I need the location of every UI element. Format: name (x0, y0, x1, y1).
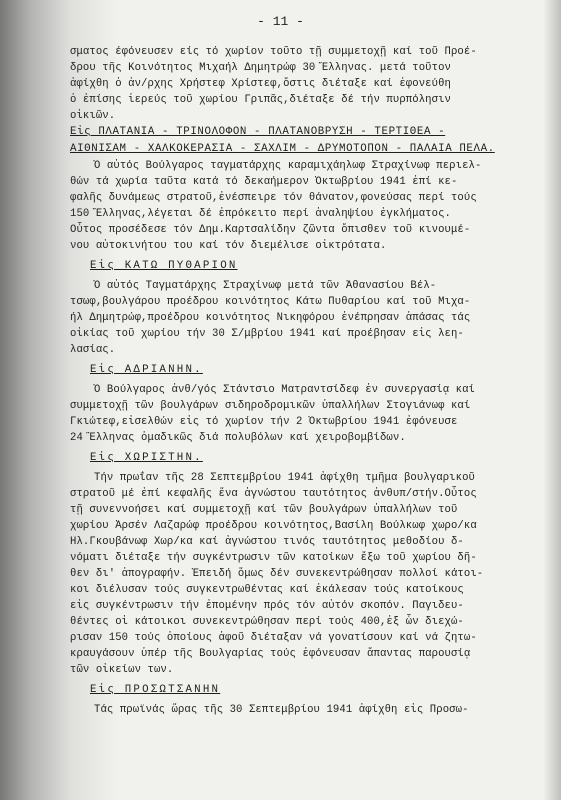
section-heading: ΑΙΘΝΙΣΑΜ - ΧΑΛΚΟΚΕΡΑΣΙΑ - ΣΑΧΛΙΜ - ΔΡΥΜΟΤΟΠΟΝ - ΠΑΛΑΙΑ ΠΕΛΑ. (70, 143, 495, 155)
text-line: φαλῆς δυνάμεως στρατοῦ,ἐνέσπειρε τόν θάνατον,φονεύσας περί τούς (70, 192, 477, 204)
section-choristi (70, 450, 540, 678)
text-line: Ὁ Βούλγαρος ἀνθ/γός Στάντσιο Ματραντσίδεφ ἐν συνεργασίᾳ καί (94, 384, 475, 396)
text-line: Ὁ αὐτός Βούλγαρος ταγματάρχης καραμιχάηλωφ Στραχίνωφ περιελ- (94, 160, 482, 172)
text-line: τσωφ,βουλγάρου προέδρου κοινότητος Κάτω Πυθαρίου καί τοῦ Μιχα- (70, 296, 471, 308)
section-platania (70, 124, 540, 254)
section-adriani (70, 362, 540, 446)
text-line: Τήν πρωΐαν τῆς 28 Σεπτεμβρίου 1941 ἀφίχθη τμῆμα βουλγαρικοῦ (94, 472, 475, 484)
text-line: Ἠλ.Γκουβάνωφ Χωρ/κα καί ἀγνώστου τινός ταυτότητος μεθοδίου δ- (70, 536, 464, 548)
text-line: δρου τῆς Κοινότητος Μιχαήλ Δημητρώφ 30 Ἕλληνας. μετά τοῦτον (70, 62, 451, 74)
section-heading: Εἰς ΑΔΡΙΑΝΗΝ. (90, 364, 203, 376)
page-number: - 11 - (257, 14, 304, 29)
text-line: εἰς συγκέντρωσιν τήν ἐπομένην πρός τόν αὐτόν σκοπόν. Παγιδευ- (70, 600, 464, 612)
text-line: ἀφίχθη ὁ ἀν/ρχης Χρήστεφ Χρίστεφ,ὅστις διέταξε καί ἐφονεύθη (70, 78, 451, 90)
text-line: λασίας. (70, 344, 116, 356)
document-body (70, 44, 540, 718)
text-line: κραυγάσουν ὑπέρ τῆς Βουλγαρίας τούς ἐφόνευσαν ἅπαντας παρουσίᾳ (70, 648, 471, 660)
section-heading: Εἰς ΧΩΡΙΣΤΗΝ. (90, 452, 203, 464)
text-line: οἰκίας τοῦ χωρίου τήν 30 Σ/μβρίου 1941 καί προέβησαν εἰς λεη- (70, 328, 464, 340)
text-line: στρατοῦ μέ ἐπί κεφαλῆς ἕνα ἀγνώστου ταυτότητος ἀνθυπ/στήν.Οὗτος (70, 488, 477, 500)
text-line: 150 Ἕλληνας,λέγεται δέ ἐπρόκειτο περί ἀναληψίου ἐγκλήματος. (70, 208, 451, 220)
text-line: θών τά χωρία ταῦτα κατά τό δεκαήμερον Ὀκτωβρίου 1941 ἐπί κε- (70, 176, 458, 188)
text-line: Ὁ αὐτός Ταγματάρχης Στραχίνωφ μετά τῶν Ἀθανασίου Βέλ- (94, 280, 437, 292)
paragraph-intro (70, 44, 540, 124)
section-heading: Εἰς ΚΑΤΩ ΠΥΘΑΡΙΟΝ (90, 260, 238, 272)
section-heading: Εἰς ΠΡΟΣΩΤΣΑΝΗΝ (90, 684, 221, 696)
text-line: συμμετοχῇ τῶν βουλγάρων σιδηροδρομικῶν ὑπαλλήλων Στογιάνωφ καί (70, 400, 471, 412)
text-line: οἰκιῶν. (70, 110, 116, 122)
text-line: ήλ Δημητρώφ,προέδρου κοινότητος Νικηφόρου ἐνέπρησαν ἁπάσας τάς (70, 312, 471, 324)
section-prosotsani (70, 682, 540, 718)
section-kato-pythari (70, 258, 540, 358)
text-line: τῇ συνεννοήσει καί συμμετοχῇ καί τῶν βουλγάρων ὑπαλλήλων τοῦ (70, 504, 458, 516)
text-line: χωρίου Ἀρσέν Λαζαρώφ προέδρου κοινότητος,Βασίλη Βούλκωφ χωρο/κα (70, 520, 477, 532)
text-line: τῶν οἰκείων των. (70, 664, 174, 676)
text-line: Γκιώτεφ,εἰσελθών εἰς τό χωρίον τήν 2 Ὀκτωβρίου 1941 ἐφόνευσε (70, 416, 458, 428)
text-line: 24 Ἕλληνας ὁμαδικῶς διά πολυβόλων καί χειροβομβίδων. (70, 432, 406, 444)
text-line: κοι διέλυσαν τούς συγκεντρωθέντας καί ἐκάλεσαν τούς κατοίκους (70, 584, 464, 596)
text-line: θεν δι' ἀπογραφήν. Ἐπειδή ὅμως δέν συνεκεντρώθησαν πολλοί κάτοι- (70, 568, 484, 580)
text-line: ὁ ἐπίσης ἱερεύς τοῦ χωρίου Γριπᾶς,διέταξε δέ τήν πυρπόλησιν (70, 94, 451, 106)
text-line: νου αὐτοκινήτου του καί τόν διεμέλισε οἰκτρότατα. (70, 240, 387, 252)
text-line: νόματι διέταξε τήν συγκέντρωσιν τῶν κατοίκων ἔξω τοῦ χωρίου δῆ- (70, 552, 477, 564)
text-line: Οὗτος προσέδεσε τόν Δημ.Καρτσαλίδην ζῶντα ὄπισθεν τοῦ κινουμέ- (70, 224, 471, 236)
text-line: σματος έφόνευσεν είς τό χωρίον τοῦτο τῇ συμμετοχῇ καί τοῦ Προέ- (70, 46, 477, 58)
text-line: θέντες οἱ κάτοικοι συνεκεντρώθησαν περί τούς 400,ἐξ ὧν διεχώ- (70, 616, 464, 628)
section-heading: Εἰς ΠΛΑΤΑΝΙΑ - ΤΡΙΝΟΛΟΦΟΝ - ΠΛΑΤΑΝΟΒΡΥΣΗ - ΤΕΡΤΙΘΕΑ - (70, 126, 446, 138)
text-line: ρισαν 150 τούς ὁποίους ἀφοῦ διέταξαν νά γονατίσουν καί νά ζητω- (70, 632, 477, 644)
text-line: Τάς πρωϊνάς ὥρας τῆς 30 Σεπτεμβρίου 1941 ἀφίχθη εἰς Προσω- (94, 704, 469, 716)
